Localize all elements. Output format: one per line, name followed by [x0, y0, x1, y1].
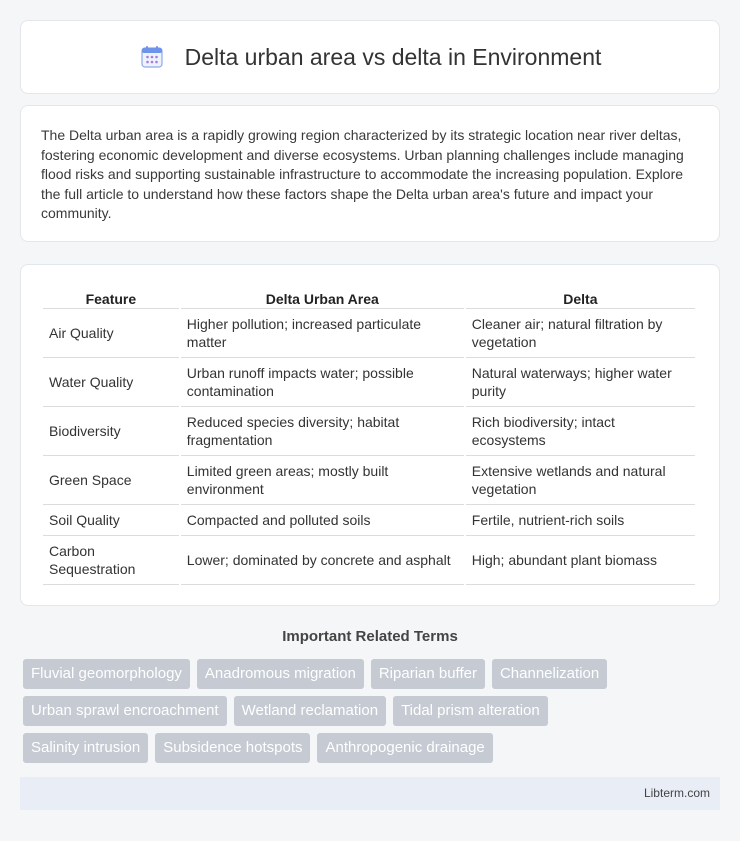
delta-urban-area-cell: Limited green areas; mostly built environment [181, 456, 464, 505]
intro-text: The Delta urban area is a rapidly growing region characterized by its strategic location near river deltas, fostering economic development and diverse ecosystems. Urban planning challenges include managing flood risks and supporting sustainable infrastructure to accommodate the increasing population. Explore the full article to understand how these factors shape the Delta urban area's future and impact your community. [41, 127, 684, 221]
comparison-table [41, 283, 697, 585]
feature-cell: Water Quality [43, 358, 179, 407]
table-row [43, 309, 695, 358]
delta-cell: Fertile, nutrient-rich soils [466, 505, 695, 536]
tag-row [23, 733, 723, 763]
delta-urban-area-cell: Higher pollution; increased particulate matter [181, 309, 464, 358]
feature-cell: Biodiversity [43, 407, 179, 456]
column-header-delta: Delta [466, 283, 695, 309]
intro-card [20, 105, 720, 242]
related-terms-title: Important Related Terms [282, 628, 458, 645]
footer [20, 777, 720, 810]
feature-cell: Green Space [43, 456, 179, 505]
tag-tidal-prism-alteration[interactable]: Tidal prism alteration [393, 696, 548, 726]
tag-riparian-buffer[interactable]: Riparian buffer [371, 659, 485, 689]
page-title: Delta urban area vs delta in Environment [184, 43, 602, 70]
delta-cell: High; abundant plant biomass [466, 536, 695, 585]
tag-anadromous-migration[interactable]: Anadromous migration [197, 659, 364, 689]
tag-subsidence-hotspots[interactable]: Subsidence hotspots [155, 733, 310, 763]
table-row [43, 536, 695, 585]
delta-cell: Cleaner air; natural filtration by vegetation [466, 309, 695, 358]
delta-cell: Rich biodiversity; intact ecosystems [466, 407, 695, 456]
feature-cell: Carbon Sequestration [43, 536, 179, 585]
related-terms-tags [23, 659, 723, 770]
table-row [43, 358, 695, 407]
tag-row [23, 659, 723, 689]
tag-channelization[interactable]: Channelization [492, 659, 607, 689]
feature-cell: Air Quality [43, 309, 179, 358]
column-header-delta-urban-area: Delta Urban Area [181, 283, 464, 309]
column-header-feature: Feature [43, 283, 179, 309]
table-row [43, 505, 695, 536]
calendar-icon [139, 44, 165, 70]
delta-cell: Extensive wetlands and natural vegetation [466, 456, 695, 505]
tag-row [23, 696, 723, 726]
tag-salinity-intrusion[interactable]: Salinity intrusion [23, 733, 148, 763]
header-card [20, 20, 720, 94]
table-row [43, 456, 695, 505]
tag-fluvial-geomorphology[interactable]: Fluvial geomorphology [23, 659, 190, 689]
comparison-table-card [20, 264, 720, 606]
table-header-row [43, 283, 695, 309]
delta-cell: Natural waterways; higher water purity [466, 358, 695, 407]
delta-urban-area-cell: Reduced species diversity; habitat fragmentation [181, 407, 464, 456]
delta-urban-area-cell: Urban runoff impacts water; possible contamination [181, 358, 464, 407]
footer-site-link[interactable]: Libterm.com [643, 786, 710, 800]
table-row [43, 407, 695, 456]
tag-wetland-reclamation[interactable]: Wetland reclamation [234, 696, 386, 726]
feature-cell: Soil Quality [43, 505, 179, 536]
tag-urban-sprawl-encroachment[interactable]: Urban sprawl encroachment [23, 696, 227, 726]
delta-urban-area-cell: Compacted and polluted soils [181, 505, 464, 536]
delta-urban-area-cell: Lower; dominated by concrete and asphalt [181, 536, 464, 585]
tag-anthropogenic-drainage[interactable]: Anthropogenic drainage [317, 733, 492, 763]
